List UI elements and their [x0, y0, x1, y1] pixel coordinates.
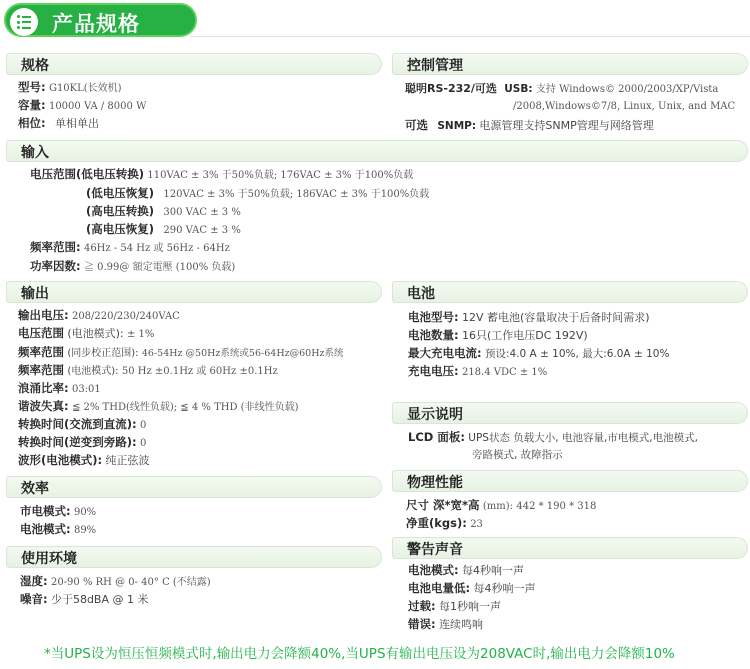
spec-model-row: 型号: G10KL(长效机) [18, 80, 122, 94]
footer-note: *当UPS设为恒压恒频模式时,输出电力会降额40%,当UPS有输出电压设为208VAC时,输出电力会降额10% [44, 646, 675, 662]
efficiency-battery-row: 电池模式: 89% [20, 522, 97, 536]
environment-noise-row: 噪音: 少于58dBA @ 1 米 [20, 592, 149, 606]
output-section-bar [6, 281, 382, 303]
physical-section-bar [392, 470, 748, 492]
input-title: 输入 [21, 145, 49, 161]
spec-phase-row: 相位: 单相单出 [18, 116, 99, 130]
battery-charge-voltage-row: 充电电压: 218.4 VDC ± 1% [408, 364, 548, 378]
input-frequency-row: 频率范围: 46Hz - 54 Hz 或 56Hz - 64Hz [30, 240, 230, 254]
efficiency-section-bar [6, 476, 382, 498]
environment-section-bar [6, 546, 382, 568]
alarm-battery-mode-row: 电池模式: 每4秒响一声 [408, 563, 524, 577]
input-voltage-row-2: (低电压恢复) 120VAC ± 3% 于50%负载; 186VAC ± 3% 于100%负载 [86, 186, 430, 200]
battery-type-row: 电池型号: 12V 蓄电池(容量取决于后备时间需求) [408, 310, 650, 324]
battery-count-row: 电池数量: 16只(工作电压DC 192V) [408, 328, 588, 342]
input-section-bar [6, 140, 748, 162]
display-section-bar [392, 402, 748, 424]
alarm-section-bar [392, 537, 748, 559]
output-transfer-row-1: 转换时间(交流到直流): 0 [18, 417, 147, 431]
physical-dimension-row: 尺寸 深*宽*高 (mm): 442 * 190 * 318 [406, 498, 597, 512]
alarm-overload-row: 过载: 每1秒响一声 [408, 599, 501, 613]
control-title: 控制管理 [407, 58, 463, 74]
divider [190, 36, 750, 37]
efficiency-ac-row: 市电模式: 90% [20, 504, 97, 518]
physical-weight-row: 净重(kgs): 23 [406, 516, 483, 530]
input-voltage-row-4: (高电压恢复) 290 VAC ± 3 % [86, 222, 241, 236]
output-frequency-row-1: 频率范围 (同步校正范围): 46-54Hz @50Hz系统或56-64Hz@60Hz系统 [18, 345, 344, 359]
alarm-low-battery-row: 电池电量低: 每4秒响一声 [408, 581, 536, 595]
efficiency-title: 效率 [21, 481, 49, 497]
battery-title: 电池 [407, 286, 435, 302]
page-title: 产品规格 [52, 12, 140, 36]
spec-capacity-row: 容量: 10000 VA / 8000 W [18, 98, 147, 112]
environment-humidity-row: 湿度: 20-90 % RH @ 0- 40° C (不结露) [20, 574, 211, 588]
control-section-bar [392, 53, 748, 75]
output-voltage-range-row: 电压范围 (电池模式): ± 1% [18, 326, 155, 340]
section-header [4, 3, 197, 37]
output-frequency-row-2: 频率范围 (电池模式): 50 Hz ±0.1Hz 或 60Hz ±0.1Hz [18, 363, 278, 377]
input-voltage-row: 电压范围(低电压转换) 110VAC ± 3% 于50%负载; 176VAC ± 3% 于100%负载 [30, 167, 414, 181]
display-title: 显示说明 [407, 407, 463, 423]
alarm-fault-row: 错误: 连续鸣响 [408, 617, 483, 631]
display-lcd-cont: 旁路模式, 故障指示 [472, 449, 563, 461]
battery-charge-current-row: 最大充电电流: 预设:4.0 A ± 10%, 最大:6.0A ± 10% [408, 346, 670, 360]
output-transfer-row-2: 转换时间(逆变到旁路): 0 [18, 435, 147, 449]
output-title: 输出 [21, 286, 49, 302]
display-lcd-row: LCD 面板: UPS状态 负载大小, 电池容量,市电模式,电池模式, [408, 430, 698, 444]
spec-section-bar [6, 53, 382, 75]
input-voltage-row-3: (高电压转换) 300 VAC ± 3 % [86, 204, 241, 218]
physical-title: 物理性能 [407, 475, 463, 491]
environment-title: 使用环境 [21, 551, 77, 567]
input-pf-row: 功率因数: ≧ 0.99@ 額定電壓 (100% 负载) [30, 259, 236, 273]
control-snmp-row: 可选 SNMP: 电源管理支持SNMP管理与网络管理 [405, 118, 654, 132]
output-voltage-row: 输出电压: 208/220/230/240VAC [18, 308, 180, 322]
list-icon [10, 8, 38, 36]
control-rs232-row: 聪明RS-232/可选 USB: 支持 Windows© 2000/2003/XP/Vista [405, 82, 719, 95]
output-waveform-row: 波形(电池模式): 纯正弦波 [18, 453, 150, 467]
output-crest-row: 浪涌比率: 03:01 [18, 381, 101, 395]
battery-section-bar [392, 281, 748, 303]
output-thd-row: 谐波失真: ≦ 2% THD(线性负载); ≦ 4 % THD (非线性负载) [18, 399, 299, 413]
spec-title: 规格 [21, 58, 49, 74]
alarm-title: 警告声音 [407, 542, 463, 558]
control-rs232-cont: /2008,Windows©7/8, Linux, Unix, and MAC [513, 101, 736, 112]
